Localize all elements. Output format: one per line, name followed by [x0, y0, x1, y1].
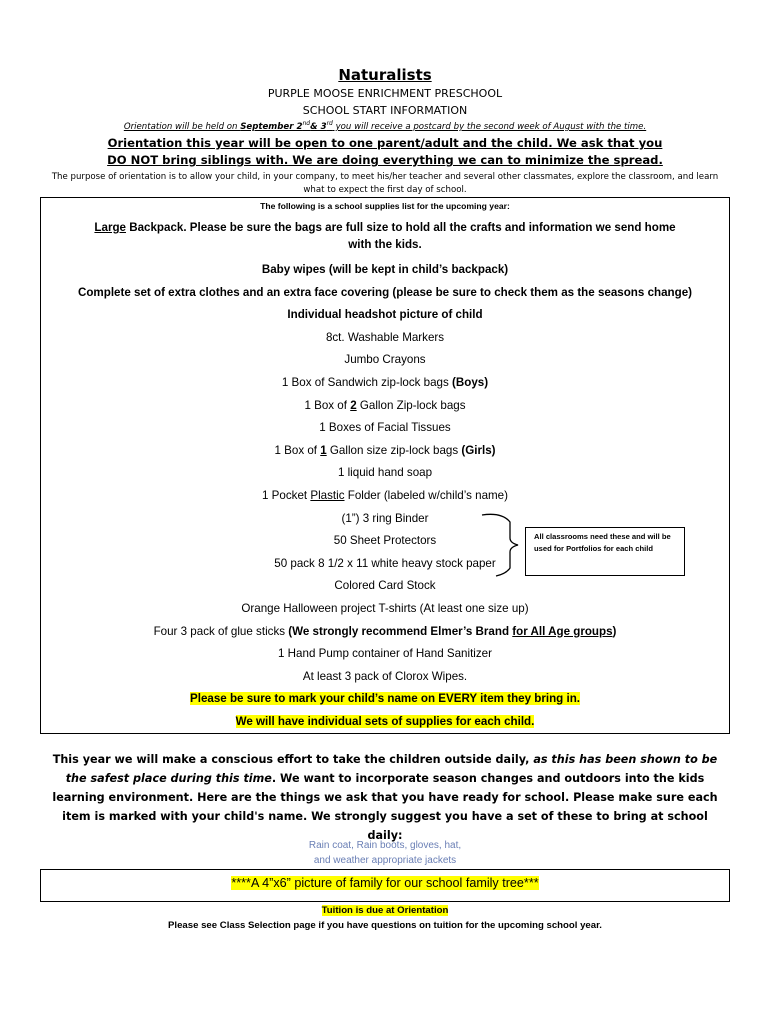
list-item: Four 3 pack of glue sticks (We strongly recommend Elmer’s Brand for All Age groups): [153, 624, 617, 638]
list-item: Individual headshot picture of child: [287, 308, 483, 322]
orientation-date: Orientation will be held on September 2nd& 3rd you will receive a postcard by the second week of August with the time.: [123, 120, 647, 132]
name-reminder: Please be sure to mark your child’s name on EVERY item they bring in.: [189, 692, 580, 706]
list-item: 1 Boxes of Facial Tissues: [319, 421, 451, 435]
list-item: 1 liquid hand soap: [337, 466, 433, 480]
list-item: Colored Card Stock: [334, 579, 436, 593]
list-item: 8ct. Washable Markers: [325, 330, 445, 344]
class-selection-note: Please see Class Selection page if you have questions on tuition for the upcoming school year.: [168, 920, 602, 931]
list-item: [40, 688, 730, 711]
supplies-heading: The following is a school supplies list for the upcoming year:: [260, 201, 510, 211]
subtitle: SCHOOL START INFORMATION: [302, 104, 468, 117]
list-item: Orange Halloween project T-shirts (At least one size up): [241, 601, 529, 615]
page-title: Naturalists: [338, 66, 432, 84]
list-item: 50 Sheet Protectors: [333, 534, 437, 548]
bracket-connector: [480, 510, 526, 580]
orientation-purpose: The purpose of orientation is to allow your child, in your company, to meet his/her teacher and several other classmates, explore the classroom, and learn what to expect the first day of school.: [51, 172, 719, 195]
list-item: 1 Box of Sandwich zip-lock bags (Boys): [281, 375, 489, 389]
portfolio-note: All classrooms need these and will be used for Portfolios for each child: [525, 527, 685, 576]
list-item: Baby wipes (will be kept in child’s backpack): [261, 263, 509, 276]
list-item: 1 Box of 2 Gallon Zip-lock bags: [304, 398, 466, 412]
list-item: 1 Box of 1 Gallon size zip-lock bags (Girls): [274, 443, 496, 457]
outdoor-items: Rain coat, Rain boots, gloves, hat, and weather appropriate jackets: [308, 840, 462, 866]
list-item: Jumbo Crayons: [344, 353, 426, 367]
list-item: 1 Pocket Plastic Folder (labeled w/child’s name): [262, 488, 508, 502]
family-picture-request: ****A 4”x6” picture of family for our school family tree***: [231, 876, 539, 890]
list-item: 50 pack 8 1/2 x 11 white heavy stock paper: [274, 556, 496, 570]
orientation-notice: Orientation this year will be open to one parent/adult and the child. We ask that you DO NOT bring siblings with. We are doing everything we can to minimize the spread.: [107, 136, 663, 167]
supplies-list: [40, 216, 730, 733]
list-item: 1 Hand Pump container of Hand Sanitizer: [278, 647, 492, 661]
list-item: [40, 711, 730, 734]
list-item: At least 3 pack of Clorox Wipes.: [302, 669, 468, 683]
tuition-note: Tuition is due at Orientation: [321, 905, 449, 916]
school-name: PURPLE MOOSE ENRICHMENT PRESCHOOL: [267, 87, 503, 100]
individual-sets-note: We will have individual sets of supplies for each child.: [235, 714, 535, 728]
list-item: (1”) 3 ring Binder: [341, 511, 429, 525]
list-item: Complete set of extra clothes and an extra face covering (please be sure to check them as the seasons change): [77, 285, 693, 299]
list-item: Large Backpack. Please be sure the bags are full size to hold all the crafts and information we send home with the kids.: [94, 221, 676, 251]
outdoor-paragraph: This year we will make a conscious effort to take the children outside daily, as this has been shown to be the safest place during this time. We want to incorporate season changes and outdoors into the kids learning environment. Here are the things we ask that you have ready for school. Please make sure each item is marked with your child's name. We strongly suggest you have a set of these to bring at school daily:: [52, 753, 718, 842]
